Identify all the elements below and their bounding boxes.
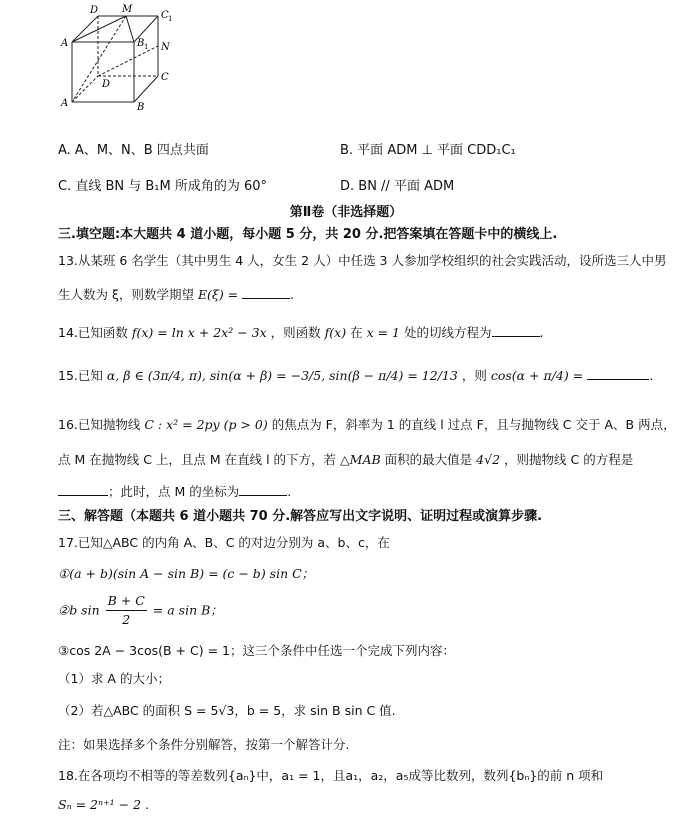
q16-coordinate-blank[interactable] [239,481,287,496]
q14-x-value: x = 1 [366,325,400,340]
q16-triangle: △MAB [340,452,381,467]
q15-conditions: α, β ∈ (3π/4, π), sin(α + β) = −3/5, sin(β − π/4) = 12/13 [106,368,458,383]
option-b: B. 平面 ADM ⊥ 平面 CDD₁C₁ [340,143,516,158]
label-b: B [137,102,145,112]
q17-c2-fraction [106,592,147,629]
q15-answer-blank[interactable] [587,365,649,380]
q14-function-short: f(x) [324,325,347,340]
q15-then: ，则 [461,368,487,383]
option-d: D. BN // 平面 ADM [340,179,455,194]
q14-function: f(x) = ln x + 2x² − 3x [131,325,267,340]
q16-end: . [287,484,292,499]
q16-line3 [58,481,291,501]
q14-end: . [539,325,544,340]
option-c: C. 直线 BN 与 B₁M 所成角的为 60° [58,179,268,194]
q16-line1 [58,416,676,434]
q15-lead: 15.已知 [58,368,103,383]
q16-text-d: 面积的最大值是 [384,452,473,467]
q17-note: 注：如果选择多个条件分别解答，按第一个解答计分. [58,737,350,752]
edge-da1 [72,16,98,42]
cube-figure [58,0,188,112]
q18-line1: 18.在各项均不相等的等差数列{aₙ}中，a₁ = 1，且a₁，a₂，a₅成等比数列，数列{bₙ}的前 n 项和 [58,768,604,783]
q17-part-1: （1）求 A 的大小； [58,671,170,686]
edge-bc [134,76,158,102]
q17-c2-denominator: 2 [122,612,131,627]
edge-a-dlow-hidden [72,76,98,102]
q17-condition-2 [58,592,223,632]
q17-condition-3: ③cos 2A − 3cos(B + C) = 1；这三个条件中任选一个完成下列内容： [58,643,455,658]
q16-text-e: ，则抛物线 C 的方程是 [504,452,634,467]
label-dlow: D [102,79,111,90]
q16-line2 [58,451,633,469]
label-a1: A [61,38,69,49]
q14-text-d: 处的切线方程为 [403,325,492,340]
q16-max-area: 4√2 [476,452,501,467]
q15-end: . [649,368,654,383]
edge-dlow-n-hidden [98,46,158,76]
q13-expectation: E(ξ) = [197,287,239,302]
fill-in-heading: 三.填空题:本大题共 4 道小题，每小题 5 分，共 20 分.把答案填在答题卡中的横线上. [58,227,558,242]
q13-line1: 13.从某班 6 名学生（其中男生 4 人，女生 2 人）中任选 3 人参加学校组织的社会实践活动，设所选三人中男 [58,253,667,268]
label-n: N [161,42,170,53]
q16-text-f: ；此时，点 M 的坐标为 [108,484,240,499]
q18-line2: Sₙ = 2ⁿ⁺¹ − 2 . [58,797,149,812]
q13-answer-blank[interactable] [242,284,290,299]
q14-text-b: ，则函数 [270,325,321,340]
label-b1-sub: 1 [144,43,149,51]
q13-end: . [290,287,295,302]
label-c1-sub: 1 [168,15,173,23]
label-a: A [61,98,69,109]
q17-c2-right: = a sin B； [152,602,223,618]
solution-heading: 三、解答题（本题共 6 道小题共 70 分.解答应写出文字说明、证明过程或演算步骤. [58,509,543,524]
edge-mb1 [126,16,134,42]
q14-answer-blank[interactable] [492,322,540,337]
q17-stem: 17.已知△ABC 的内角 A、B、C 的对边分别为 a、b、c，在 [58,535,390,550]
q16-text-c: 点 M 在抛物线 C 上，且点 M 在直线 l 的下方，若 [58,452,337,467]
label-b1: B [137,38,145,49]
label-d: D [90,5,99,16]
q17-c2-left: ②b sin [58,602,100,618]
q14-text-a: 14.已知函数 [58,325,128,340]
q16-equation-blank[interactable] [58,481,108,496]
q16-curve: C : x² = 2py (p > 0) [144,417,268,432]
q17-part-2: （2）若△ABC 的面积 S = 5√3，b = 5，求 sin B sin C 值. [58,703,396,718]
q16-text-a: 16.已知抛物线 [58,417,141,432]
q13-line2-text: 生人数为 ξ，则数学期望 [58,287,194,302]
q13-line2 [58,284,294,304]
section2-title: 第Ⅱ卷（非选择题） [289,205,403,220]
q15-line [58,365,653,385]
label-m: M [122,4,133,15]
q15-ask: cos(α + π/4) = [490,368,584,383]
option-a: A. A、M、N、B 四点共面 [58,143,209,158]
q16-text-b: 的焦点为 F，斜率为 1 的直线 l 过点 F，且与抛物线 C 交于 A、B 两点， [271,417,676,432]
q14-line [58,322,543,342]
label-c: C [161,72,169,83]
label-c1: C [161,10,169,21]
q17-condition-1: ①(a + b)(sin A − sin B) = (c − b) sin C； [58,566,315,581]
q14-text-c: 在 [350,325,363,340]
q17-c2-numerator: B + C [106,592,147,611]
